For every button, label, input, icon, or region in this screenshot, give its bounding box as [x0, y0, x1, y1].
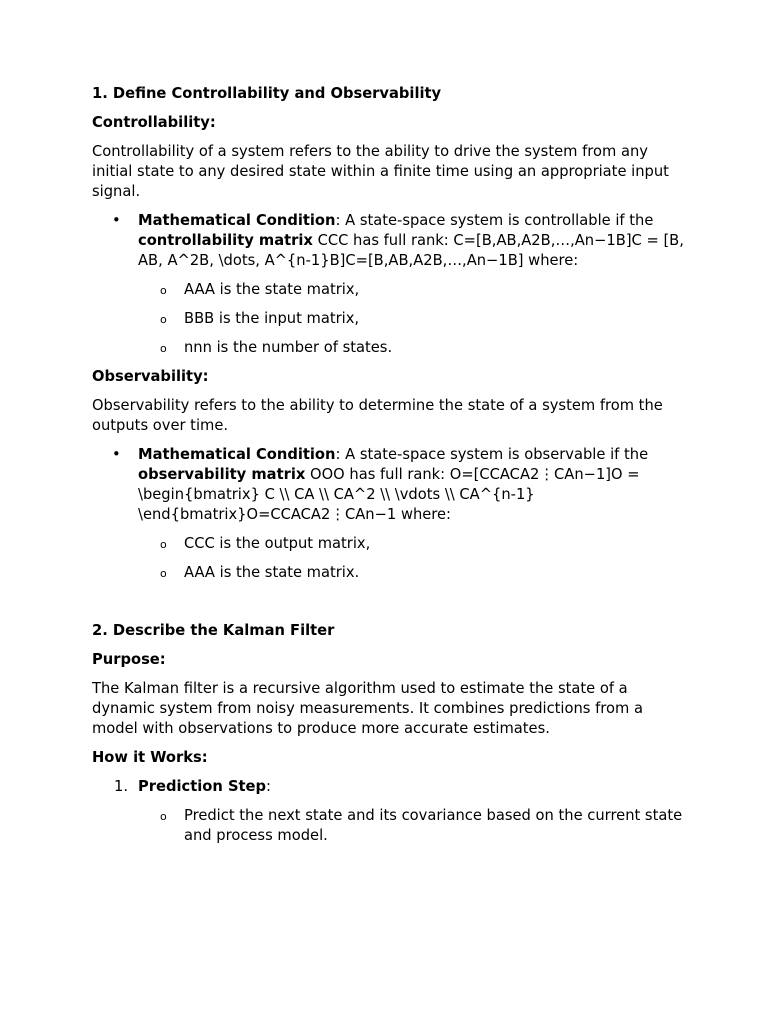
condition-label: Mathematical Condition: [138, 446, 336, 463]
observability-matrix-term: observability matrix: [138, 466, 306, 483]
sub-item-text: AAA is the state matrix,: [184, 281, 360, 298]
observability-bullet-list: [92, 445, 684, 525]
condition-label: Mathematical Condition: [138, 212, 336, 229]
observability-description: Observability refers to the ability to determine the state of a system from the outputs over time.: [92, 397, 663, 434]
condition-text-a: : A state-space system is controllable if the: [335, 212, 654, 229]
bullet-marker: •: [112, 446, 121, 463]
sub-bullet-marker: o: [160, 284, 167, 297]
bullet-marker: •: [112, 212, 121, 229]
sub-bullet-marker: o: [160, 342, 167, 355]
kalman-steps-list: [92, 777, 684, 797]
controllability-matrix-term: controllability matrix: [138, 232, 313, 249]
prediction-sub-list: [92, 806, 684, 846]
purpose-heading: Purpose:: [92, 651, 166, 668]
controllability-condition-item: [92, 211, 684, 271]
list-item: [92, 309, 684, 329]
observability-heading: Observability:: [92, 368, 209, 385]
sub-bullet-marker: o: [160, 313, 167, 326]
controllability-description: Controllability of a system refers to the ability to drive the system from any initial state to any desired state within a finite time using an appropriate input signal.: [92, 143, 669, 200]
how-it-works-heading: How it Works:: [92, 749, 208, 766]
condition-text-b: CCC has full rank: C=[B,AB,A2B,…,An−1B]C = [B, AB, A^2B, \dots, A^{n-1}B]C=[B,AB,A2B,…,An−1B] where:: [138, 232, 684, 269]
sub-item-text: Predict the next state and its covariance based on the current state and process model.: [184, 807, 683, 844]
sub-item-text: CCC is the output matrix,: [184, 535, 371, 552]
sub-bullet-marker: o: [160, 567, 167, 580]
document-content: [92, 84, 684, 855]
section-2-title: 2. Describe the Kalman Filter: [92, 622, 335, 639]
condition-text-a: : A state-space system is observable if the: [335, 446, 649, 463]
sub-item-text: AAA is the state matrix.: [184, 564, 360, 581]
observability-sub-list: [92, 534, 684, 583]
sub-bullet-marker: o: [160, 810, 167, 823]
section-1-title: 1. Define Controllability and Observability: [92, 85, 442, 102]
list-item: [92, 806, 684, 846]
step-label: Prediction Step: [138, 778, 267, 795]
list-item: [92, 280, 684, 300]
condition-text-b: OOO has full rank: O=[CCACA2⋮CAn−1]O = \begin{bmatrix} C \\ CA \\ CA^2 \\ \vdots \\ CA^{n-1} \end{bmatrix}O=CCACA2⋮CAn−1 where:: [138, 466, 640, 523]
sub-item-text: BBB is the input matrix,: [184, 310, 360, 327]
observability-condition-item: [92, 445, 684, 525]
list-item: [92, 563, 684, 583]
step-number: 1.: [114, 778, 129, 795]
controllability-heading: Controllability:: [92, 114, 216, 131]
controllability-sub-list: [92, 280, 684, 358]
sub-bullet-marker: o: [160, 538, 167, 551]
list-item: [92, 338, 684, 358]
controllability-bullet-list: [92, 211, 684, 271]
sub-item-text: nnn is the number of states.: [184, 339, 393, 356]
list-item: [92, 534, 684, 554]
step-item: [92, 777, 684, 797]
purpose-text: The Kalman filter is a recursive algorithm used to estimate the state of a dynamic system from noisy measurements. It combines predictions from a model with observations to produce more accurate estimates.: [92, 680, 643, 737]
step-suffix: :: [266, 778, 271, 795]
